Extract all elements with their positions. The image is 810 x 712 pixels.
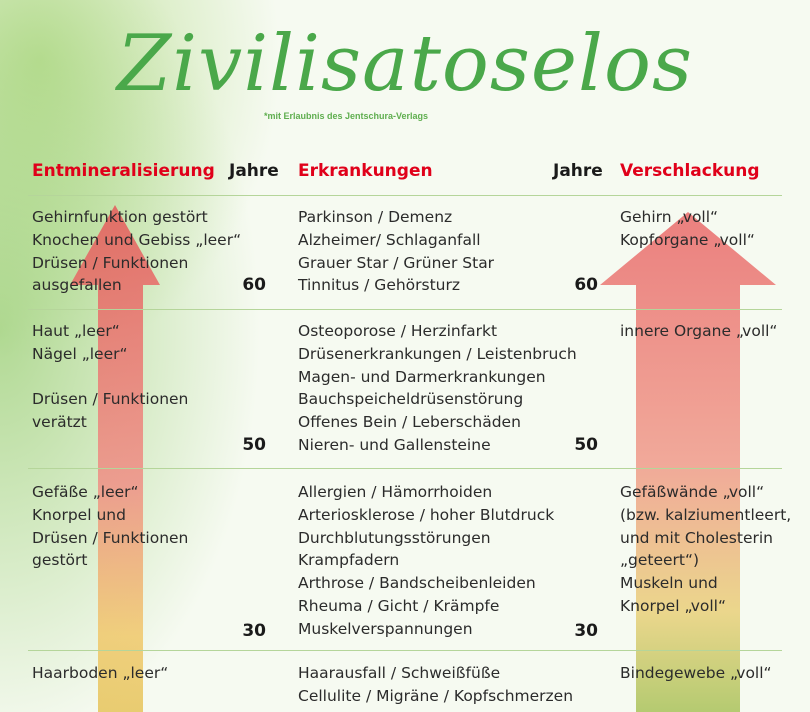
list-item: Arthrose / Bandscheibenleiden: [298, 574, 536, 593]
list-item: gestört: [32, 551, 88, 570]
divider: [28, 195, 782, 196]
row-4-entmineralisierung: [32, 662, 168, 685]
divider: [28, 650, 782, 651]
divider: [28, 309, 782, 310]
age-left-60: 60: [242, 275, 266, 295]
list-item: Knorpel und: [32, 505, 126, 524]
list-item: Grauer Star / Grüner Star: [298, 253, 495, 272]
header-years-left: Jahre: [229, 161, 279, 181]
list-item: Bauchspeicheldrüsenstörung: [298, 390, 524, 409]
row-50-entmineralisierung: [32, 320, 188, 434]
list-item: Kopforgane „voll“: [620, 230, 755, 249]
age-left-30: 30: [242, 621, 266, 641]
list-item: Alzheimer/ Schlaganfall: [298, 230, 481, 249]
list-item: innere Organe „voll“: [620, 322, 778, 340]
list-item: Offenes Bein / Leberschäden: [298, 413, 521, 432]
list-item: Osteoporose / Herzinfarkt: [298, 322, 498, 340]
list-item: Gehirn „voll“: [620, 208, 719, 226]
list-item: Rheuma / Gicht / Krämpfe: [298, 596, 500, 615]
list-item: Nieren- und Gallensteine: [298, 435, 491, 454]
right-arrow: [600, 212, 776, 712]
list-item: Muskelverspannungen: [298, 619, 473, 638]
row-4-erkrankungen: [298, 662, 573, 708]
page-title: Zivilisatoselos: [116, 19, 693, 109]
list-item: Tinnitus / Gehörsturz: [298, 276, 461, 295]
age-right-60: 60: [574, 275, 598, 295]
credit-note: *mit Erlaubnis des Jentschura-Verlags: [264, 111, 429, 121]
list-item: Haarausfall / Schweißfüße: [298, 664, 501, 682]
list-item: Gefäße „leer“: [32, 483, 139, 501]
list-item: Knorpel „voll“: [620, 596, 727, 615]
list-item: Bindegewebe „voll“: [620, 664, 772, 682]
list-item: Krampfadern: [298, 551, 400, 570]
list-item: Drüsenerkrankungen / Leistenbruch: [298, 344, 577, 363]
list-item: Nägel „leer“: [32, 344, 128, 363]
row-4-verschlackung: [620, 662, 772, 685]
row-30-erkrankungen: [298, 481, 554, 641]
list-item: „geteert“): [620, 551, 700, 570]
list-item: Gefäßwände „voll“: [620, 483, 765, 501]
list-item: Haut „leer“: [32, 322, 120, 340]
list-item: Muskeln und: [620, 574, 718, 593]
list-item: Durchblutungsstörungen: [298, 528, 491, 547]
header-erkrankungen: Erkrankungen: [298, 161, 433, 181]
list-item: Drüsen / Funktionen: [32, 528, 189, 547]
list-item: (bzw. kalziumentleert,: [620, 505, 792, 524]
list-item: verätzt: [32, 413, 87, 432]
header-verschlackung: Verschlackung: [620, 161, 760, 181]
age-left-50: 50: [242, 435, 266, 455]
list-item: Arteriosklerose / hoher Blutdruck: [298, 505, 555, 524]
list-item: Drüsen / Funktionen: [32, 253, 189, 272]
list-item: Haarboden „leer“: [32, 664, 169, 682]
row-60-entmineralisierung: [32, 206, 241, 297]
row-30-verschlackung: [620, 481, 791, 618]
list-item: ausgefallen: [32, 276, 122, 295]
divider: [28, 468, 782, 469]
list-item: Allergien / Hämorrhoiden: [298, 483, 493, 501]
header-years-right: Jahre: [553, 161, 603, 181]
age-right-50: 50: [574, 435, 598, 455]
age-right-30: 30: [574, 621, 598, 641]
header-entmineralisierung: Entmineralisierung: [32, 161, 215, 181]
list-item: Knochen und Gebiss „leer“: [32, 230, 242, 249]
list-item: Drüsen / Funktionen: [32, 390, 189, 409]
row-60-erkrankungen: [298, 206, 494, 297]
row-50-erkrankungen: [298, 320, 577, 457]
list-item: [32, 366, 188, 389]
list-item: Cellulite / Migräne / Kopfschmerzen: [298, 686, 574, 705]
list-item: Parkinson / Demenz: [298, 208, 453, 226]
row-50-verschlackung: [620, 320, 777, 343]
row-60-verschlackung: [620, 206, 755, 252]
list-item: Magen- und Darmerkrankungen: [298, 367, 546, 386]
list-item: Gehirnfunktion gestört: [32, 208, 208, 226]
list-item: und mit Cholesterin: [620, 528, 773, 547]
row-30-entmineralisierung: [32, 481, 188, 572]
